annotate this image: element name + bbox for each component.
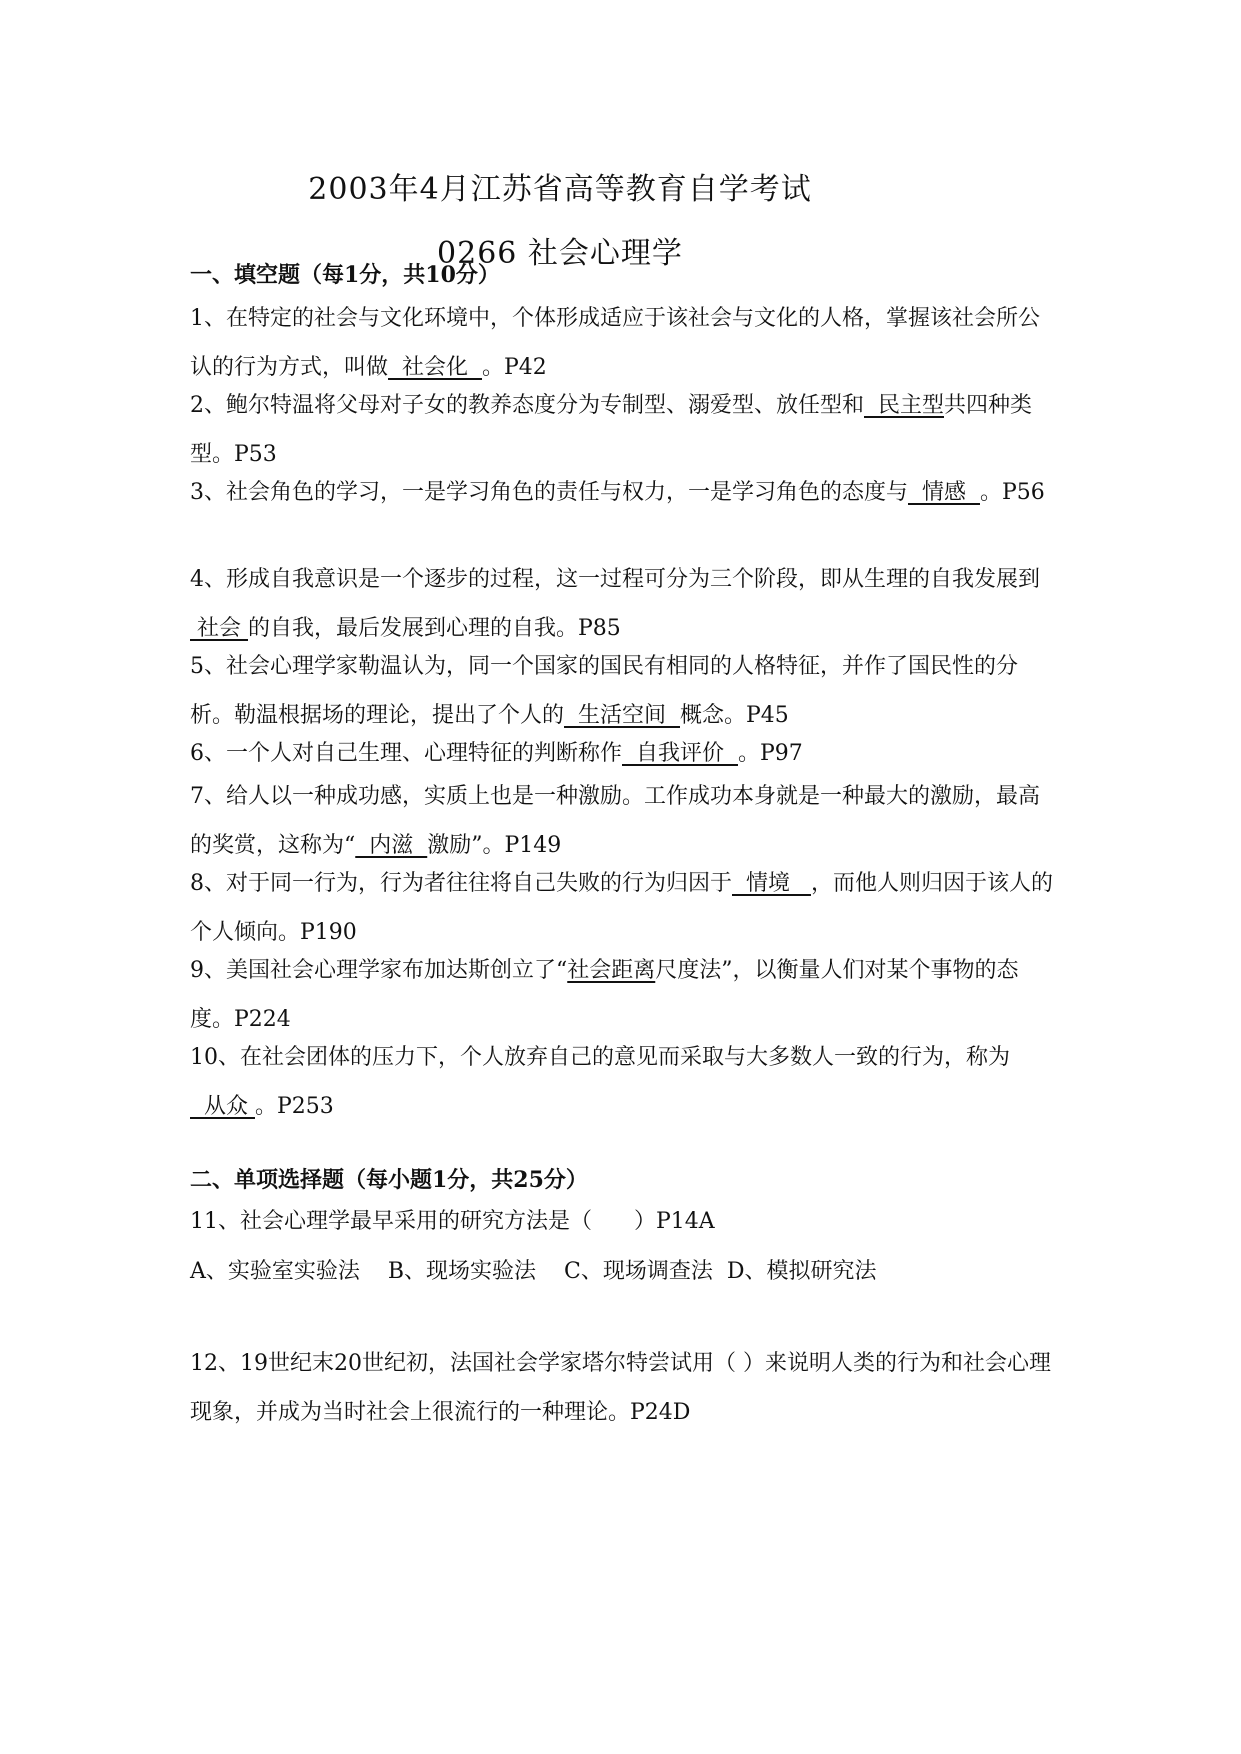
question-12: 12、19世纪末20世纪初，法国社会学家塔尔特尝试用（ ）来说明人类的行为和社会心理现象，并成为当时社会上很流行的一种理论。P24D [190, 1351, 1051, 1425]
answer-7: 内滋 [355, 833, 428, 858]
question-3: 3、社会角色的学习，一是学习角色的责任与权力，一是学习角色的态度与 情感 。P56 [190, 480, 1045, 505]
answer-10: 从众 [190, 1094, 255, 1119]
question-11-options: A、实验室实验法 B、现场实验法 C、现场调查法 D、模拟研究法 [190, 1259, 877, 1284]
section-heading-fill-blank: 一、填空题（每1分，共10分） [190, 262, 500, 288]
answer-4: 社会 [190, 616, 248, 641]
subject-title: 0266 社会心理学 [437, 236, 683, 271]
section-heading-single-choice: 二、单项选择题（每小题1分，共25分） [190, 1167, 588, 1193]
answer-3: 情感 [908, 480, 980, 505]
question-5: 5、社会心理学家勒温认为，同一个国家的国民有相同的人格特征，并作了国民性的分析。勒温根据场的理论，提出了个人的 生活空间 概念。P45 [190, 654, 1018, 728]
question-10: 10、在社会团体的压力下，个人放弃自己的意见而采取与大多数人一致的行为，称为 从众 。P253 [190, 1045, 1010, 1119]
question-1: 1、在特定的社会与文化环境中，个体形成适应于该社会与文化的人格，掌握该社会所公认的行为方式，叫做 社会化 。P42 [190, 306, 1040, 380]
question-9: 9、美国社会心理学家布加达斯创立了“社会距离尺度法”，以衡量人们对某个事物的态度。P224 [190, 958, 1019, 1032]
answer-1: 社会化 [388, 355, 482, 380]
question-4: 4、形成自我意识是一个逐步的过程，这一过程可分为三个阶段，即从生理的自我发展到 社会 的自我，最后发展到心理的自我。P85 [190, 567, 1040, 641]
question-6: 6、一个人对自己生理、心理特征的判断称作 自我评价 。P97 [190, 741, 803, 766]
question-2: 2、鲍尔特温将父母对子女的教养态度分为专制型、溺爱型、放任型和 民主型共四种类型。P53 [190, 393, 1033, 467]
answer-2: 民主型 [864, 393, 944, 418]
question-11: 11、社会心理学最早采用的研究方法是（ ）P14A [190, 1209, 715, 1234]
question-7: 7、给人以一种成功感，实质上也是一种激励。工作成功本身就是一种最大的激励，最高的奖赏，这称为“ 内滋 激励”。P149 [190, 784, 1040, 858]
answer-9: 社会距离 [567, 958, 656, 983]
question-8: 8、对于同一行为，行为者往往将自己失败的行为归因于 情境 ，而他人则归因于该人的个人倾向。P190 [190, 871, 1053, 945]
answer-8: 情境 [732, 871, 811, 896]
exam-title: 2003年4月江苏省高等教育自学考试 [308, 172, 812, 207]
answer-5: 生活空间 [564, 703, 680, 728]
answer-6: 自我评价 [622, 741, 738, 766]
